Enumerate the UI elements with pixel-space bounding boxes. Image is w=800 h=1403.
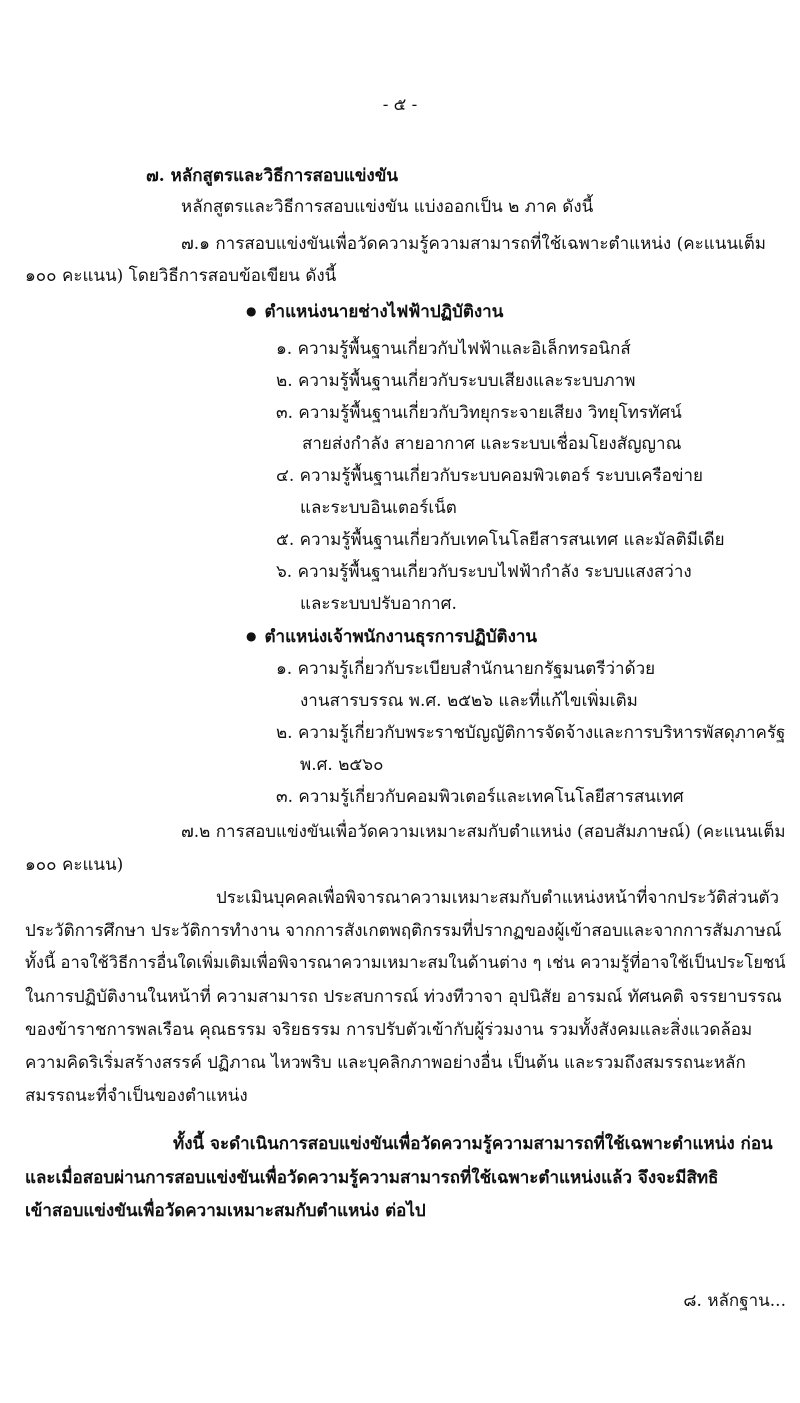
assessment-line: สมรรถนะที่จำเป็นของตำแหน่ง <box>25 1086 248 1106</box>
assessment-line: ประวัติการศึกษา ประวัติการทำงาน จากการสังเกตพฤติกรรมที่ปรากฏของผู้เข้าสอบและจากการสัมภาษณ์ <box>25 921 782 941</box>
note-line: เข้าสอบแข่งขันเพื่อวัดความเหมาะสมกับตำแหน่ง ต่อไป <box>25 1201 426 1221</box>
part2-line2: ๑๐๐ คะแนน) <box>25 855 124 875</box>
part2-line1: ๗.๒ การสอบแข่งขันเพื่อวัดความเหมาะสมกับตำแหน่ง (สอบสัมภาษณ์) (คะแนนเต็ม <box>181 822 786 842</box>
section-intro: หลักสูตรและวิธีการสอบแข่งขัน แบ่งออกเป็น ๒ ภาค ดังนี้ <box>181 197 594 217</box>
list-item: ๒. ความรู้เกี่ยวกับพระราชบัญญัติการจัดจ้างและการบริหารพัสดุภาครัฐ <box>276 723 786 743</box>
position-clerk-title: ● ตำแหน่งเจ้าพนักงานธุรการปฏิบัติงาน <box>246 623 537 650</box>
position-electrician-title: ● ตำแหน่งนายช่างไฟฟ้าปฏิบัติงาน <box>246 298 503 325</box>
list-item: ๓. ความรู้เกี่ยวกับคอมพิวเตอร์และเทคโนโลยีสารสนเทศ <box>276 787 684 807</box>
note-line: และเมื่อสอบผ่านการสอบแข่งขันเพื่อวัดความรู้ความสามารถที่ใช้เฉพาะตำแหน่งแล้ว จึงจะมีสิทธิ <box>25 1168 719 1188</box>
list-item: ๕. ความรู้พื้นฐานเกี่ยวกับเทคโนโลยีสารสนเทศ และมัลติมีเดีย <box>276 530 725 550</box>
section-heading: ๗. หลักสูตรและวิธีการสอบแข่งขัน <box>146 166 398 186</box>
list-item: ๔. ความรู้พื้นฐานเกี่ยวกับระบบคอมพิวเตอร์ ระบบเครือข่าย <box>276 466 704 486</box>
part1-line1: ๗.๑ การสอบแข่งขันเพื่อวัดความรู้ความสามารถที่ใช้เฉพาะตำแหน่ง (คะแนนเต็ม <box>181 234 767 254</box>
list-item-continuation: และระบบปรับอากาศ. <box>300 594 457 614</box>
list-item: ๒. ความรู้พื้นฐานเกี่ยวกับระบบเสียงและระบบภาพ <box>276 371 636 391</box>
assessment-line: ประเมินบุคคลเพื่อพิจารณาความเหมาะสมกับตำแหน่งหน้าที่จากประวัติส่วนตัว <box>216 888 780 908</box>
part1-line2: ๑๐๐ คะแนน) โดยวิธีการสอบข้อเขียน ดังนี้ <box>25 266 337 286</box>
assessment-line: ของข้าราชการพลเรือน คุณธรรม จริยธรรม การปรับตัวเข้ากับผู้ร่วมงาน รวมทั้งสังคมและสิ่งแวดล้อม <box>25 1020 753 1040</box>
assessment-line: ในการปฏิบัติงานในหน้าที่ ความสามารถ ประสบการณ์ ท่วงทีวาจา อุปนิสัย อารมณ์ ทัศนคติ จรรยาบรรณ <box>25 987 782 1007</box>
assessment-line: ความคิดริเริ่มสร้างสรรค์ ปฏิภาณ ไหวพริบ และบุคลิกภาพอย่างอื่น เป็นต้น และรวมถึงสมรรถนะหลัก <box>25 1053 746 1073</box>
list-item-continuation: พ.ศ. ๒๕๖๐ <box>300 755 384 775</box>
list-item: ๖. ความรู้พื้นฐานเกี่ยวกับระบบไฟฟ้ากำลัง ระบบแสงสว่าง <box>276 562 692 582</box>
assessment-line: ทั้งนี้ อาจใช้วิธีการอื่นใดเพิ่มเติมเพื่อพิจารณาความเหมาะสมในด้านต่าง ๆ เช่น ความรู้ที่อาจใช้เป็นประโยชน์ <box>25 953 786 972</box>
next-page-marker: ๘. หลักฐาน... <box>683 1291 786 1311</box>
list-item-continuation: สายส่งกำลัง สายอากาศ และระบบเชื่อมโยงสัญญาณ <box>302 434 682 454</box>
list-item-continuation: งานสารบรรณ พ.ศ. ๒๕๒๖ และที่แก้ไขเพิ่มเติม <box>300 691 638 711</box>
page-number: - ๕ - <box>382 94 418 114</box>
note-line: ทั้งนี้ จะดำเนินการสอบแข่งขันเพื่อวัดความรู้ความสามารถที่ใช้เฉพาะตำแหน่ง ก่อน <box>173 1134 773 1154</box>
list-item: ๓. ความรู้พื้นฐานเกี่ยวกับวิทยุกระจายเสียง วิทยุโทรทัศน์ <box>276 403 682 423</box>
list-item-continuation: และระบบอินเตอร์เน็ต <box>300 498 457 518</box>
list-item: ๑. ความรู้เกี่ยวกับระเบียบสำนักนายกรัฐมนตรีว่าด้วย <box>276 659 656 679</box>
list-item: ๑. ความรู้พื้นฐานเกี่ยวกับไฟฟ้าและอิเล็กทรอนิกส์ <box>276 339 631 359</box>
